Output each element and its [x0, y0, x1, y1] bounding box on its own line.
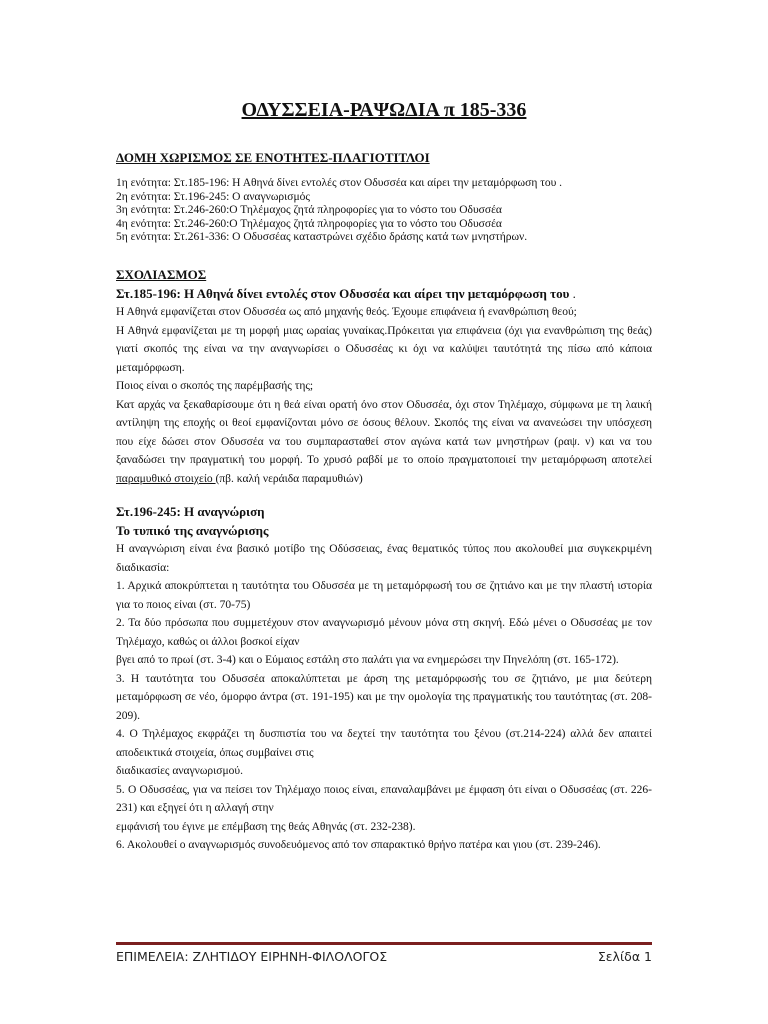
- commentary-section: [116, 265, 652, 488]
- recognition-section: [116, 502, 652, 855]
- unit-item: 4η ενότητα: Στ.246-260:Ο Τηλέμαχος ζητά πληροφορίες για το νόστο του Οδυσσέα: [116, 217, 502, 230]
- paragraph: [116, 396, 652, 489]
- recognition-subheading: Το τυπικό της αναγνώρισης: [116, 523, 269, 538]
- recognition-step: διαδικασίες αναγνωρισμού.: [116, 765, 243, 777]
- unit-item: 1η ενότητα: Στ.185-196: Η Αθηνά δίνει εντολές στον Οδυσσέα και αίρει την μεταμόρφωση του .: [116, 177, 563, 189]
- footer-page-number: Σελίδα 1: [597, 949, 652, 964]
- unit-item: 2η ενότητα: Στ.196-245: Ο αναγνωρισμός: [116, 190, 310, 203]
- page-title: ΟΔΥΣΣΕΙΑ-ΡΑΨΩΔΙΑ π 185-336: [241, 99, 527, 121]
- paragraph: Ποιος είναι ο σκοπός της παρέμβασής της;: [116, 380, 314, 392]
- footer-rule: [116, 942, 652, 945]
- section1-heading-end: .: [569, 286, 576, 301]
- footer-author: ΕΠΙΜΕΛΕΙΑ: ΖΛΗΤΙΔΟΥ ΕΙΡΗΝΗ-ΦΙΛΟΛΟΓΟΣ: [116, 949, 388, 964]
- commentary-heading: ΣΧΟΛΙΑΣΜΟΣ: [116, 267, 207, 282]
- recognition-step: εμφάνισή του έγινε με επέμβαση της θεάς Αθηνάς (στ. 232-238).: [116, 820, 416, 833]
- paragraph: Η Αθηνά εμφανίζεται με τη μορφή μιας ωραίας γυναίκας.Πρόκειται για επιφάνεια (όχι για ενανθρώπιση της θεάς) γιατί σκοπός της είναι να την αναγνωρίσει ο Οδυσσέας κι όχι να καλύψει ταυτότητά της πίσω από κάποια μεταμόρφωση.: [116, 324, 652, 374]
- recognition-step: 6. Ακολουθεί ο αναγνωρισμός συνοδευόμενος από τον σπαρακτικό θρήνο πατέρα και γιου (στ. 239-246).: [116, 839, 601, 851]
- paragraph: Η Αθηνά εμφανίζεται στον Οδυσσέα ως από μηχανής θεός. Έχουμε επιφάνεια ή ενανθρώπιση θεού;: [116, 306, 577, 318]
- paragraph: Η αναγνώριση είναι ένα βασικό μοτίβο της Οδύσσειας, ένας θεματικός τύπος που ακολουθεί μια συγκεκριμένη διαδικασία:: [116, 543, 652, 574]
- unit-item: 5η ενότητα: Στ.261-336: Ο Οδυσσέας καταστρώνει σχέδιο δράσης κατά των μνηστήρων.: [116, 231, 528, 243]
- fairytale-element-text: παραμυθικό στοιχείο: [116, 472, 216, 485]
- recognition-heading: Στ.196-245: Η αναγνώριση: [116, 504, 265, 519]
- section1-heading: [116, 284, 652, 303]
- units-list: [116, 177, 562, 245]
- paragraph-text: (πβ. καλή νεράιδα παραμυθιών): [215, 472, 363, 485]
- section1-heading-text: Στ.185-196: Η Αθηνά δίνει εντολές στον Οδυσσέα και αίρει την μεταμόρφωση του: [116, 286, 570, 301]
- recognition-step: 4. Ο Τηλέμαχος εκφράζει τη δυσπιστία του να δεχτεί την ταυτότητα του ξένου (στ.214-224) αλλά δεν απαιτεί αποδεικτικά στοιχεία, όπως συμβαίνει στις: [116, 728, 652, 759]
- recognition-step: 5. Ο Οδυσσέας, για να πείσει τον Τηλέμαχο ποιος είναι, επαναλαμβάνει με έμφαση ότι είναι ο Οδυσσέας (στ. 226-231) και εξηγεί ότι η αλλαγή στην: [116, 783, 652, 814]
- structure-heading: ΔΟΜΗ ΧΩΡΙΣΜΟΣ ΣΕ ΕΝΟΤΗΤΕΣ-ΠΛΑΓΙΟΤΙΤΛΟΙ: [116, 150, 430, 165]
- unit-item: 3η ενότητα: Στ.246-260:Ο Τηλέμαχος ζητά πληροφορίες για το νόστο του Οδυσσέα: [116, 204, 502, 216]
- recognition-step: 2. Τα δύο πρόσωπα που συμμετέχουν στον αναγνωρισμό μένουν μόνα στη σκηνή. Εδώ μένει ο Οδυσσέας με τον Τηλέμαχο, καθώς οι άλλοι βοσκοί είχαν: [116, 617, 652, 648]
- recognition-step: 1. Αρχικά αποκρύπτεται η ταυτότητα του Οδυσσέα με τη μεταμόρφωσή του σε ζητιάνο και με την πλαστή ιστορία για το ποιος είναι (στ. 70-75): [116, 580, 652, 611]
- recognition-step: 3. Η ταυτότητα του Οδυσσέα αποκαλύπτεται με άρση της μεταμόρφωσής του σε ζητιάνο, με μια δεύτερη μεταμόρφωση σε νέο, όμορφο άντρα (στ. 191-195) και με την ομολογία της πραγματικής του ταυτότητας (στ. 208-209).: [116, 672, 652, 722]
- recognition-step: βγει από το πρωί (στ. 3-4) και ο Εύμαιος εστάλη στο παλάτι για να ενημερώσει την Πηνελόπη (στ. 165-172).: [116, 654, 619, 666]
- paragraph-text: Κατ αρχάς να ξεκαθαρίσουμε ότι η θεά είναι ορατή όνο στον Οδυσσέα, όχι στον Τηλέμαχο, σύμφωνα με τη λαική αντίληψη της εποχής οι θεοί εμφανίζονται μόνο σε όσους θέλουν. Σκοπός της είναι να ανανεώσει την υπόσχεση που είχε δώσει στον Οδυσσέα να του συμπαρασταθεί στον αγώνα κατά των μνηστήρων (ραψ. ν) και να του ξαναδώσει την πραγματική του μορφή. Το χρυσό ραβδί με το οποίο πραγματοποιεί την μεταμόρφωση αποτελεί: [116, 398, 652, 466]
